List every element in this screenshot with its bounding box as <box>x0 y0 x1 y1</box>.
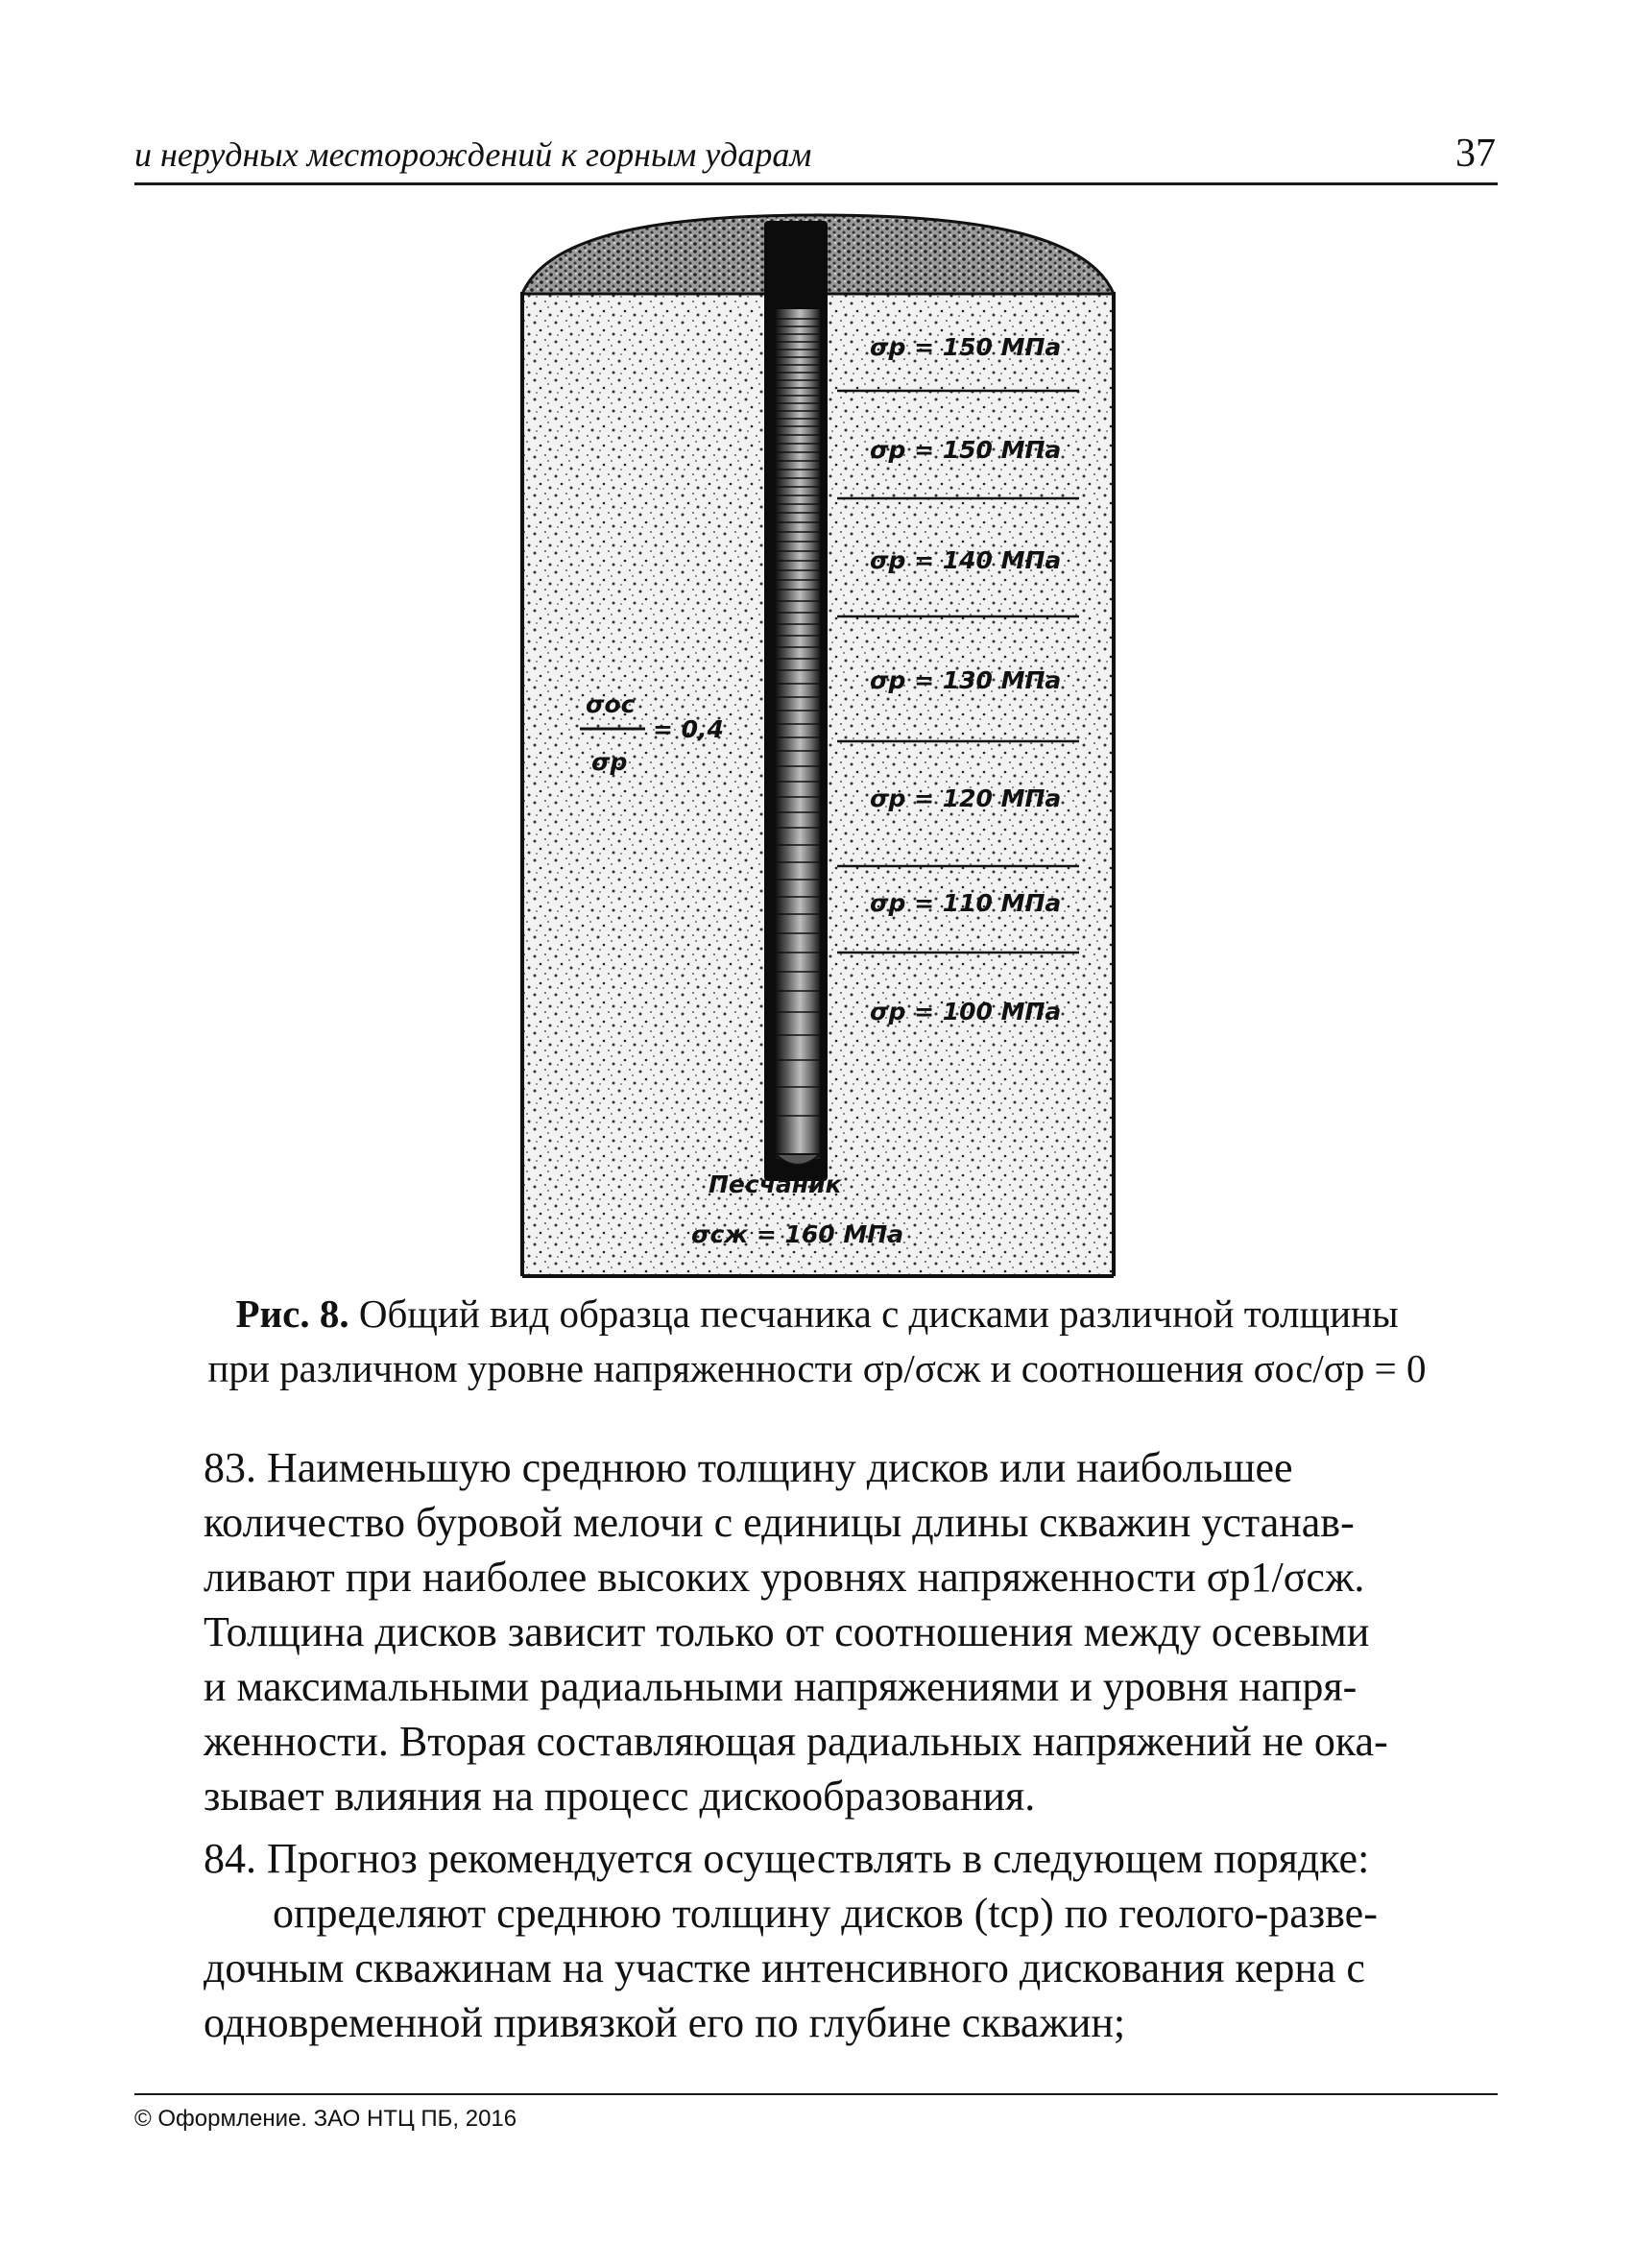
p83-line-6: женности. Вторая составляющая радиальных напряжений не ока- <box>204 1718 1388 1765</box>
caption-line-2: при различном уровне напряженности σр/σсж и соотношения σос/σр = 0 <box>207 1346 1427 1390</box>
page-number: 37 <box>1455 132 1496 176</box>
caption-text-1: Общий вид образца песчаника с дисками различной толщины <box>358 1291 1399 1336</box>
p83-line-2: количество буровой мелочи с единицы длины скважин устанав- <box>204 1499 1355 1546</box>
p83-line-4: Толщина дисков зависит только от соотношения между осевыми <box>204 1608 1370 1655</box>
figure-sandstone-sample <box>511 204 1125 1284</box>
running-title: и нерудных месторождений к горным ударам <box>134 135 812 174</box>
running-header <box>134 127 1498 185</box>
p83-line-1: 83. Наименьшую среднюю толщину дисков или наибольшее <box>204 1444 1293 1491</box>
p84-line-4: одновременной привязкой его по глубине скважин; <box>204 1999 1126 2046</box>
stress-label-4: σр = 130 МПа <box>870 666 1062 694</box>
compressive-strength-label: σсж = 160 МПа <box>691 1220 904 1248</box>
stress-label-5: σр = 120 МПа <box>870 784 1062 812</box>
paragraph-83 <box>134 1440 1498 1823</box>
stress-label-7: σр = 100 МПа <box>870 998 1062 1025</box>
stress-label-2: σр = 150 МПа <box>870 436 1062 464</box>
stress-label-6: σр = 110 МПа <box>870 889 1062 917</box>
rock-name-label: Песчаник <box>709 1170 842 1198</box>
borehole-core-discs <box>764 221 828 1181</box>
p84-line-3: дочным скважинам на участке интенсивного дискования керна с <box>204 1944 1365 1991</box>
p83-line-7: зывает влияния на процесс дискообразования. <box>204 1773 1036 1820</box>
p83-line-3: ливают при наиболее высоких уровнях напряженности σр1/σсж. <box>204 1554 1365 1601</box>
ratio-denominator: σр <box>591 748 628 776</box>
p84-line-1: 84. Прогноз рекомендуется осуществлять в следующем порядке: <box>204 1835 1370 1882</box>
footer-copyright: © Оформление. ЗАО НТЦ ПБ, 2016 <box>134 2106 517 2132</box>
footer-divider <box>134 2093 1498 2095</box>
paragraph-84 <box>134 1831 1498 2050</box>
caption-label: Рис. 8. <box>235 1291 349 1336</box>
caption-line-1 <box>154 1287 1480 1341</box>
p83-line-5: и максимальными радиальными напряжениями и уровня напря- <box>204 1663 1358 1710</box>
stress-label-1: σр = 150 МПа <box>870 333 1062 361</box>
p84-line-2: определяют среднюю толщину дисков (tср) по геолого-разве- <box>273 1890 1378 1937</box>
body-text <box>134 1440 1498 2050</box>
ratio-numerator: σос <box>586 690 636 718</box>
ratio-value: = 0,4 <box>653 715 724 743</box>
stress-label-3: σр = 140 МПа <box>870 546 1062 574</box>
figure-caption <box>154 1287 1480 1396</box>
